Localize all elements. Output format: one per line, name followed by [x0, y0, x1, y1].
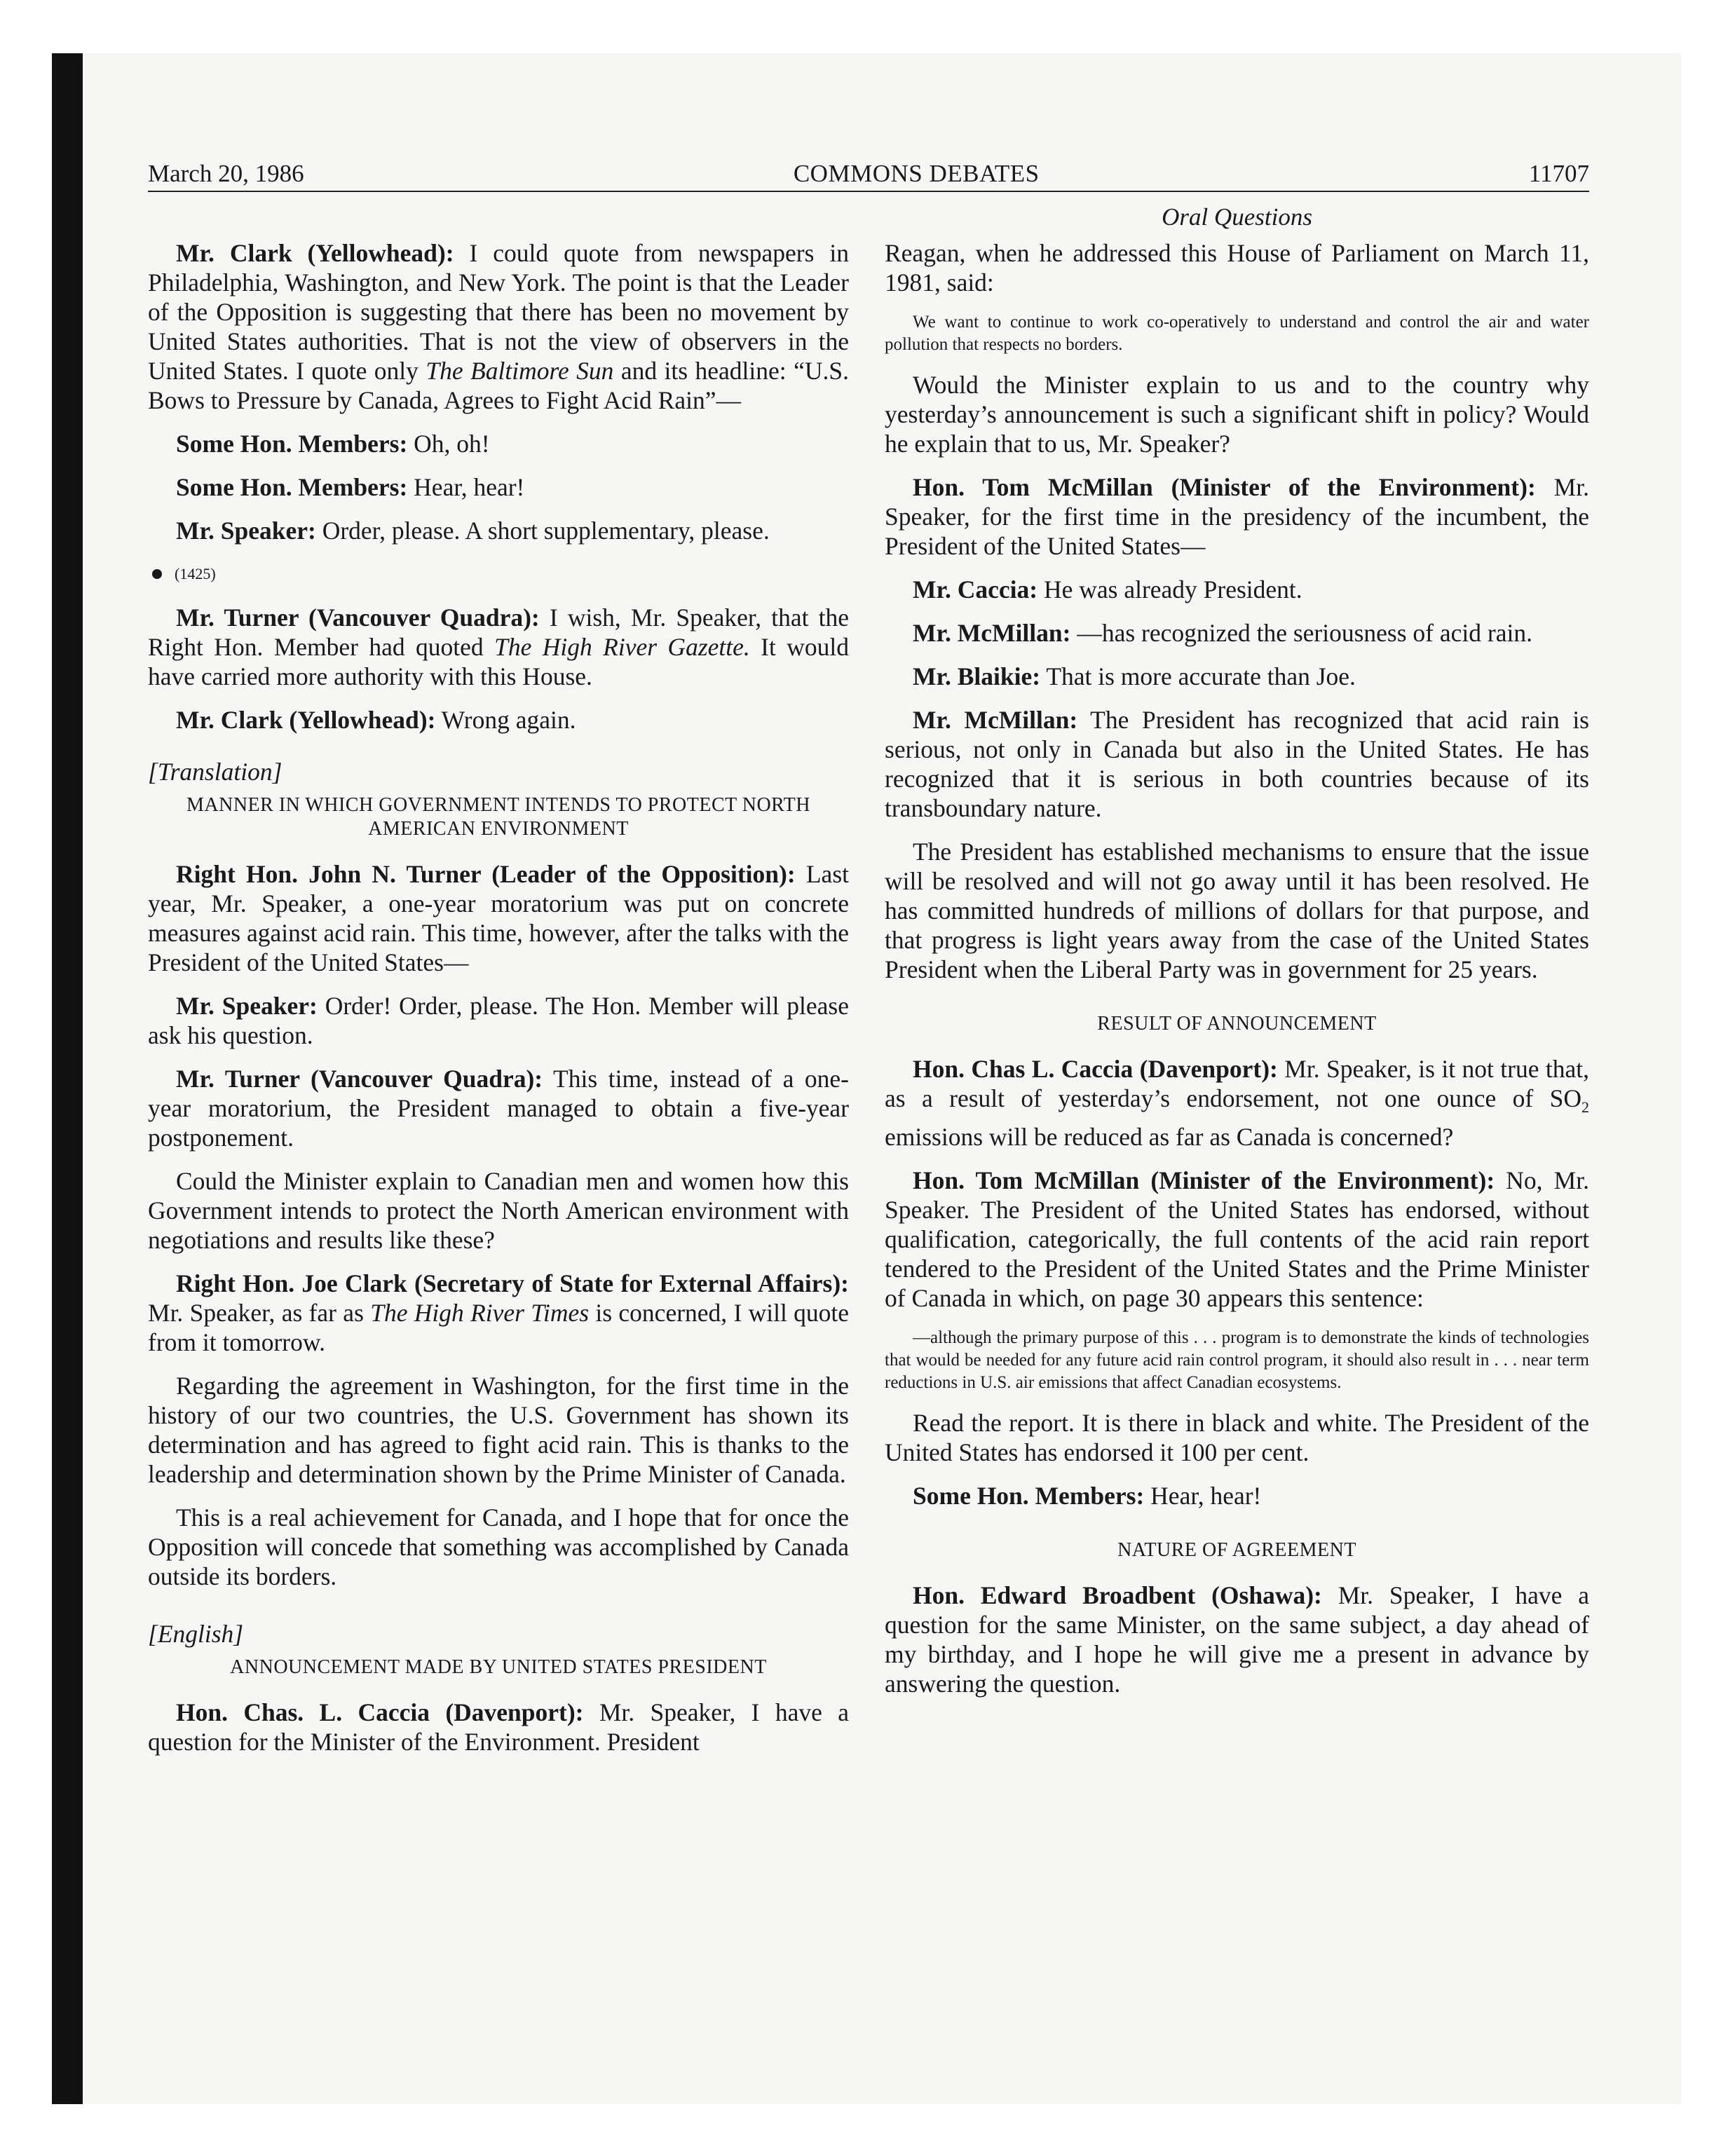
speaker-name: Mr. Turner (Vancouver Quadra):	[176, 603, 540, 632]
paragraph-text: Hear, hear!	[407, 473, 525, 501]
speaker-name: Hon. Tom McMillan (Minister of the Environment):	[913, 473, 1536, 501]
paragraph: Reagan, when he addressed this House of Parliament on March 11, 1981, said:	[885, 239, 1589, 296]
paragraph-text: Wrong again.	[435, 706, 576, 734]
paragraph-text: Oh, oh!	[407, 430, 490, 458]
paragraph-text: Hear, hear!	[1144, 1482, 1262, 1510]
paragraph-text: That is more accurate than Joe.	[1040, 662, 1356, 690]
paragraph	[148, 1698, 849, 1756]
block-quote: —although the primary purpose of this . . . program is to demonstrate the kinds of technologies that would be needed for any future acid rain control program, it should also result in . . . near term reductions in U.S. air emissions that affect Canadian ecosystems.	[885, 1328, 1589, 1393]
scan-edge-shadow	[52, 53, 83, 2104]
paragraph-text: No, Mr. Speaker. The President of the United States has endorsed, without qualification, categorically, the full contents of the acid rain report tendered to the President of the United States and the Prime Minister of Canada in which, on page 30 appears this sentence:	[885, 1166, 1589, 1313]
right-column	[885, 238, 1589, 1712]
speaker-name: Some Hon. Members:	[176, 473, 408, 501]
paragraph: Would the Minister explain to us and to the country why yesterday’s announcement is such a significant shift in policy? Would he explain that to us, Mr. Speaker?	[885, 371, 1589, 458]
page-header	[148, 149, 1589, 192]
paragraph	[885, 618, 1589, 648]
paragraph-text: I could quote from newspapers in Philadelphia, Washington, and New York. The point is that the Leader of the Opposition is suggesting that there has been no movement by United States authorities. That is not the view of observers in the United States. I quote only	[148, 239, 849, 385]
speaker-name: Mr. Blaikie:	[913, 662, 1041, 690]
paragraph: Could the Minister explain to Canadian men and women how this Government intends to protect the North American environment with negotiations and results like these?	[148, 1167, 849, 1254]
paragraph-text: and its headline: “U.S. Bows to Pressure by Canada, Agrees to Fight Acid Rain”—	[148, 357, 849, 414]
subject-heading: RESULT OF ANNOUNCEMENT	[1097, 1013, 1377, 1035]
paragraph	[148, 991, 849, 1050]
section-title: Oral Questions	[1162, 203, 1312, 231]
paragraph-text: Order! Order, please. The Hon. Member will please ask his question.	[148, 992, 849, 1049]
paragraph	[885, 1166, 1589, 1313]
block-quote: We want to continue to work co-operatively to understand and control the air and water pollution that respects no borders.	[885, 313, 1589, 354]
paragraph-text: He was already President.	[1037, 575, 1302, 603]
paragraph	[885, 1481, 1589, 1510]
subscript: 2	[1581, 1098, 1589, 1117]
paragraph	[885, 1581, 1589, 1698]
paragraph	[148, 1064, 849, 1152]
paragraph	[148, 1269, 849, 1357]
paragraph	[148, 238, 849, 415]
paragraph-text: Mr. Speaker, I have a question for the same Minister, on the same subject, a day ahead of my birthday, and I hope he will give me a present in advance by answering the question.	[885, 1581, 1589, 1698]
paragraph	[148, 516, 849, 545]
speaker-name: Right Hon. John N. Turner (Leader of the Opposition):	[176, 860, 796, 888]
paragraph-text: is concerned, I will quote from it tomorrow.	[148, 1299, 850, 1356]
publication-title: The Baltimore Sun	[426, 357, 614, 385]
speaker-name: Some Hon. Members:	[913, 1482, 1145, 1510]
paragraph-text: —has recognized the seriousness of acid rain.	[1070, 619, 1532, 647]
paragraph-text: Last year, Mr. Speaker, a one-year moratorium was put on concrete measures against acid rain. This time, however, after the talks with the President of the United States—	[148, 860, 849, 976]
paragraph: The President has established mechanisms to ensure that the issue will be resolved and will not go away until it has been resolved. He has committed hundreds of millions of dollars for that purpose, and that progress is light years away from the case of the United States President when the Liberal Party was in government for 25 years.	[885, 838, 1589, 983]
paragraph-text: Mr. Speaker, for the first time in the presidency of the incumbent, the President of the United States—	[885, 473, 1589, 560]
paragraph	[885, 1054, 1589, 1152]
paragraph	[148, 603, 849, 691]
paragraph	[885, 662, 1589, 691]
paragraph-text: emissions will be reduced as far as Canada is concerned?	[885, 1123, 1454, 1152]
publication-title: The High River Gazette.	[494, 633, 750, 661]
paragraph	[885, 472, 1589, 561]
header-date: March 20, 1986	[148, 160, 304, 187]
paragraph-text: The President has recognized that acid rain is serious, not only in Canada but also in the United States. He has recognized that it is serious in both countries because of its transboundary nature.	[885, 706, 1589, 822]
language-marker: [English]	[148, 1620, 244, 1648]
subject-heading: MANNER IN WHICH GOVERNMENT INTENDS TO PROTECT NORTH AMERICAN ENVIRONMENT	[186, 794, 810, 840]
speaker-name: Mr. Caccia:	[913, 575, 1038, 603]
paragraph: This is a real achievement for Canada, and I hope that for once the Opposition will concede that something was accomplished by Canada outside its borders.	[148, 1503, 849, 1590]
speaker-name: Mr. Clark (Yellowhead):	[176, 706, 436, 734]
speaker-name: Hon. Chas L. Caccia (Davenport):	[913, 1055, 1278, 1083]
subject-heading: NATURE OF AGREEMENT	[1117, 1539, 1356, 1562]
speaker-name: Hon. Edward Broadbent (Oshawa):	[913, 1581, 1322, 1610]
left-column	[148, 238, 849, 1770]
speaker-name: Right Hon. Joe Clark (Secretary of State for External Affairs):	[176, 1269, 849, 1297]
paragraph: Regarding the agreement in Washington, for the first time in the history of our two countries, the U.S. Government has shown its determination and has agreed to fight acid rain. This is thanks to the leadership and determination shown by the Prime Minister of Canada.	[148, 1372, 849, 1488]
time-marker	[148, 559, 849, 589]
paragraph-text: I wish, Mr. Speaker, that the Right Hon. Member had quoted	[148, 603, 849, 661]
speaker-name: Hon. Tom McMillan (Minister of the Environment):	[913, 1166, 1495, 1195]
header-publication: COMMONS DEBATES	[793, 160, 1040, 187]
paragraph-text: Mr. Speaker, as far as	[148, 1299, 371, 1327]
speaker-name: Hon. Chas. L. Caccia (Davenport):	[176, 1698, 584, 1726]
language-marker: [Translation]	[148, 758, 283, 786]
paragraph	[148, 472, 849, 502]
speaker-name: Mr. Clark (Yellowhead):	[176, 239, 454, 267]
speaker-name: Mr. Speaker:	[176, 992, 318, 1020]
paragraph	[148, 859, 849, 977]
paragraph-text: Order, please. A short supplementary, please.	[315, 517, 770, 545]
subject-heading: ANNOUNCEMENT MADE BY UNITED STATES PRESIDENT	[230, 1656, 767, 1678]
speaker-name: Mr. McMillan:	[913, 706, 1078, 734]
paragraph	[885, 575, 1589, 604]
speaker-name: Some Hon. Members:	[176, 430, 408, 458]
speaker-name: Mr. McMillan:	[913, 619, 1071, 647]
speaker-name: Mr. Turner (Vancouver Quadra):	[176, 1065, 543, 1093]
paragraph	[885, 705, 1589, 823]
speaker-name: Mr. Speaker:	[176, 517, 316, 545]
bullet-icon	[152, 569, 162, 579]
time-marker-text: (1425)	[175, 565, 216, 582]
paragraph	[148, 429, 849, 458]
publication-title: The High River Times	[370, 1299, 590, 1327]
paragraph	[148, 705, 849, 735]
paragraph: Read the report. It is there in black and white. The President of the United States has endorsed it 100 per cent.	[885, 1409, 1589, 1467]
paragraph-text: It would have carried more authority with this House.	[148, 633, 850, 690]
paragraph-text: Mr. Speaker, is it not true that, as a result of yesterday’s endorsement, not one ounce of SO	[885, 1055, 1589, 1112]
paragraph-text: Mr. Speaker, I have a question for the Minister of the Environment. President	[148, 1698, 849, 1756]
header-page-number: 11707	[1528, 160, 1589, 187]
paragraph-text: This time, instead of a one-year moratorium, the President managed to obtain a five-year postponement.	[148, 1065, 849, 1152]
